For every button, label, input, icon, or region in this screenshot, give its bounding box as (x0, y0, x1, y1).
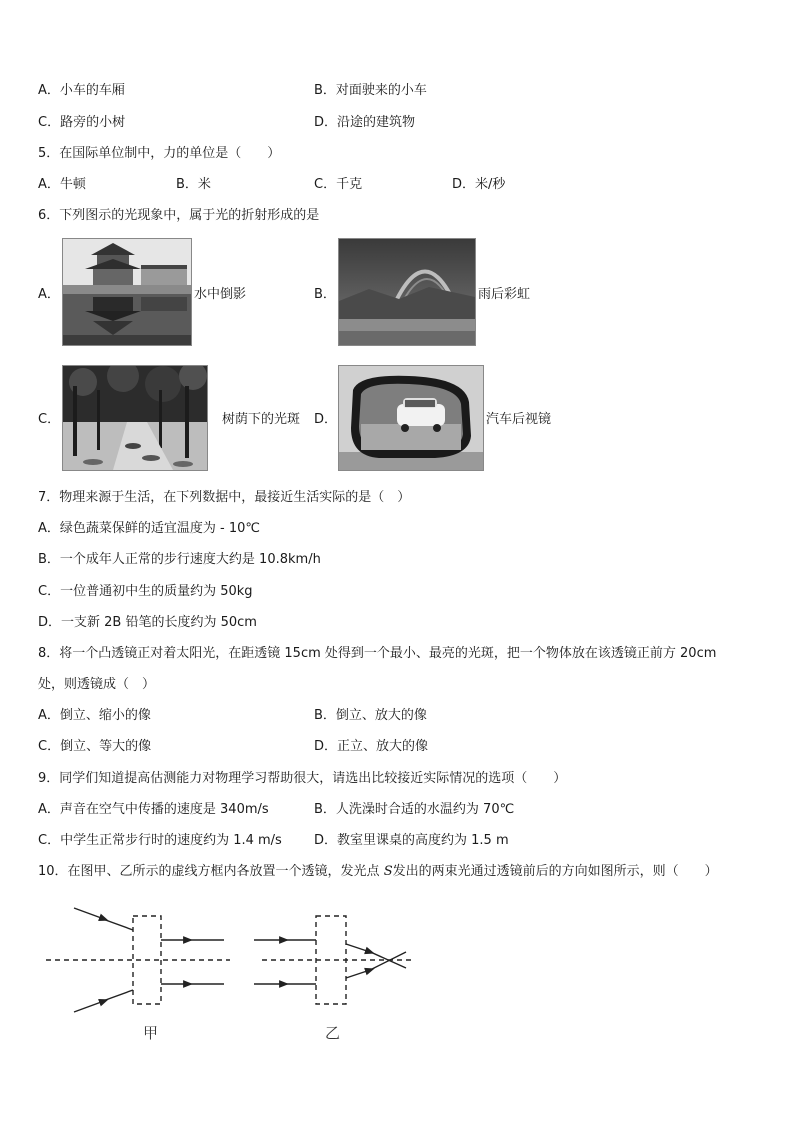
q9-stem: 9．同学们知道提高估测能力对物理学习帮助很大，请选出比较接近实际情况的选项（ ） (38, 771, 567, 786)
q9-option-d: D．教室里课桌的高度约为 1.5 m (314, 833, 509, 848)
q5-option-c: C．千克 (314, 177, 363, 192)
q5-option-b: B．米 (176, 177, 211, 192)
q8-option-a: A．倒立、缩小的像 (38, 708, 151, 723)
tree-shade-photo (62, 365, 208, 471)
q10-stem-s: S (383, 864, 393, 879)
yi-output-ray-top (366, 950, 406, 968)
jia-incident-ray-bottom-arrow (74, 1001, 104, 1012)
q10-stem-pre: 10．在图甲、乙所示的虚线方框内各放置一个透镜，发光点 (38, 864, 384, 879)
q8-stem-line2: 处，则透镜成（ ） (38, 677, 156, 692)
yi-output-ray-bottom (366, 952, 406, 972)
q10-stem (38, 863, 718, 881)
q5-stem: 5．在国际单位制中，力的单位是（ ） (38, 146, 281, 161)
reflection-photo (62, 238, 192, 346)
q8-option-d: D．正立、放大的像 (314, 739, 429, 754)
q9-option-b: B．人洗澡时合适的水温约为 70℃ (314, 802, 515, 817)
q4-option-d: D．沿途的建筑物 (314, 115, 416, 130)
q4-option-b: B．对面驶来的小车 (314, 83, 427, 98)
q7-option-b: B．一个成年人正常的步行速度大约是 10.8km/h (38, 552, 321, 567)
rearview-mirror-photo (338, 365, 484, 471)
jia-incident-ray-top (100, 918, 133, 930)
q8-stem-line1: 8．将一个凸透镜正对着太阳光，在距透镜 15cm 处得到一个最小、最亮的光斑，把一个物体放在该透镜正前方 20cm (38, 646, 717, 661)
q9-option-a: A．声音在空气中传播的速度是 340m/s (38, 802, 269, 817)
q5-option-d: D．米/秒 (452, 177, 506, 192)
rainbow-photo (338, 238, 476, 346)
q4-option-a: A．小车的车厢 (38, 83, 125, 98)
lens-diagram (40, 898, 420, 1048)
q10-stem-post: 发出的两束光通过透镜前后的方向如图所示，则（ ） (392, 864, 718, 879)
q6-caption-b: 雨后彩虹 (478, 287, 531, 302)
q4-option-c: C．路旁的小树 (38, 115, 126, 130)
jia-incident-ray-top-arrow (74, 908, 104, 919)
diagram-jia (46, 908, 230, 1012)
q6-option-c-label: C． (38, 412, 61, 427)
q7-stem: 7．物理来源于生活，在下列数据中，最接近生活实际的是（ ） (38, 490, 411, 505)
q6-stem: 6．下列图示的光现象中，属于光的折射形成的是 (38, 208, 320, 223)
q7-option-a: A．绿色蔬菜保鲜的适宜温度为 - 10℃ (38, 521, 260, 536)
q5-option-a: A．牛顿 (38, 177, 86, 192)
diagram-yi (254, 916, 412, 1004)
q8-option-c: C．倒立、等大的像 (38, 739, 152, 754)
q6-option-a-label: A． (38, 287, 60, 302)
figure-label-jia: 甲 (143, 1026, 159, 1042)
q6-caption-a: 水中倒影 (194, 287, 247, 302)
figure-label-yi: 乙 (325, 1026, 341, 1042)
q9-option-c: C．中学生正常步行时的速度约为 1.4 m/s (38, 833, 282, 848)
jia-incident-ray-bottom (100, 990, 133, 1002)
q6-option-b-label: B． (314, 287, 336, 302)
q7-option-d: D．一支新 2B 铅笔的长度约为 50cm (38, 615, 257, 630)
q6-option-d-label: D． (314, 412, 338, 427)
q7-option-c: C．一位普通初中生的质量约为 50kg (38, 584, 253, 599)
q6-caption-c: 树荫下的光斑 (222, 412, 301, 427)
q8-option-b: B．倒立、放大的像 (314, 708, 427, 723)
q6-caption-d: 汽车后视镜 (486, 412, 552, 427)
